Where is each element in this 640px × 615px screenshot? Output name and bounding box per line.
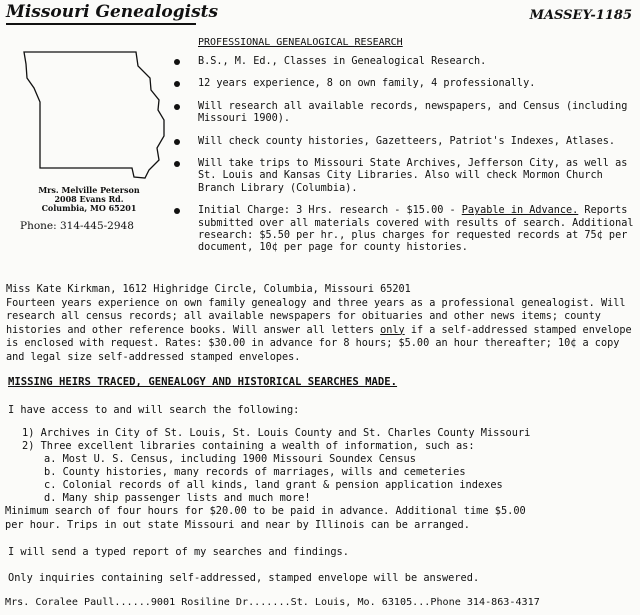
paull-sub-b: b. County histories, many records of marriages, wills and cemeteries: [44, 466, 466, 478]
bullet-icon: [174, 208, 180, 214]
kirkman-address: Miss Kate Kirkman, 1612 Highridge Circle, Columbia, Missouri 65201: [6, 284, 411, 295]
missouri-map-outline: [18, 44, 168, 184]
bullet-icon: [174, 81, 180, 87]
bullet-text: B.S., M. Ed., Classes in Genealogical Research.: [198, 56, 487, 67]
bullet-text: Will research all available records, newspapers, and Census (including Missouri 1900).: [198, 100, 628, 125]
paull-contact: Mrs. Coralee Paull......9001 Rosiline Dr.......St. Louis, Mo. 63105...Phone 314-863-4317: [5, 597, 540, 608]
document-code: MASSEY-1185: [529, 8, 632, 23]
paull-sub-c: c. Colonial records of all kinds, land grant & pension application indexes: [44, 479, 503, 491]
list-item: [174, 205, 636, 255]
bullet-text: 12 years experience, 8 on own family, 4 professionally.: [198, 78, 536, 90]
paull-item-1: 1) Archives in City of St. Louis, St. Louis County and St. Charles County Missouri: [22, 427, 531, 439]
list-item: [174, 78, 636, 90]
bullet-icon: [174, 139, 180, 145]
peterson-phone: Phone: 314-445-2948: [20, 220, 134, 232]
paull-item-2: 2) Three excellent libraries containing a wealth of information, such as:: [22, 440, 475, 452]
header-underline: [6, 23, 196, 25]
only-emphasis: only: [380, 324, 405, 336]
paull-report: I will send a typed report of my searches and findings.: [8, 546, 349, 558]
peterson-street: 2008 Evans Rd.: [54, 194, 124, 204]
bullet-icon: [174, 161, 180, 167]
list-item: [174, 136, 636, 148]
paull-intro: I have access to and will search the following:: [8, 404, 300, 416]
peterson-city: Columbia, MO 65201: [41, 203, 137, 213]
paull-sub-a: a. Most U. S. Census, including 1900 Missouri Soundex Census: [44, 453, 416, 465]
bullet-icon: [174, 59, 180, 65]
paull-inquiries: Only inquiries containing self-addressed, stamped envelope will be answered.: [8, 572, 480, 584]
paull-minimum-line-2: per hour. Trips in out state Missouri and near by Illinois can be arranged.: [5, 519, 470, 531]
list-item: [174, 56, 636, 68]
bullet-text: Will check county histories, Gazetteers, Patriot's Indexes, Atlases.: [198, 135, 616, 147]
peterson-name: Mrs. Melville Peterson: [38, 185, 140, 195]
peterson-address: [34, 186, 144, 213]
peterson-bullet-list: [174, 56, 636, 265]
list-item: [174, 101, 636, 126]
charge-text: Initial Charge: 3 Hrs. research - $15.00 - Payable in Advance. Reports submitted over all materials covered with results of search. Additional research: $5.50 per hr., plus charges for requested records at 75¢ per document, 10¢ per page for county histories.: [198, 205, 634, 254]
kirkman-listing: Miss Kate Kirkman, 1612 Highridge Circle, Columbia, Missouri 65201 Fourteen years experience on own family genealogy and three years as a professional genealogist. Will research all census records; all available newspapers for obituaries and other news items; county histories and other reference books. Will answer all letters only if a self-addressed stamped envelope is enclosed with request. Rates: $30.00 in advance for 8 hours; $5.00 an hour thereafter; 10¢ a copy and legal size self-addressed stamped envelopes.: [6, 284, 632, 363]
paull-sub-d: d. Many ship passenger lists and much more!: [44, 492, 311, 504]
paull-heading: MISSING HEIRS TRACED, GENEALOGY AND HISTORICAL SEARCHES MADE.: [8, 376, 398, 388]
list-item: [174, 158, 636, 195]
bullet-icon: [174, 104, 180, 110]
payable-in-advance: Payable in Advance.: [461, 205, 579, 217]
bullet-text: Will take trips to Missouri State Archives, Jefferson City, as well as St. Louis and Kansas City Libraries. Also will check Mormon Church Branch Library (Columbia).: [198, 158, 628, 194]
paull-minimum-line-1: Minimum search of four hours for $20.00 to be paid in advance. Additional time $5.00: [5, 505, 526, 517]
peterson-heading: PROFESSIONAL GENEALOGICAL RESEARCH: [198, 37, 403, 48]
header-title: Missouri Genealogists: [6, 2, 219, 22]
